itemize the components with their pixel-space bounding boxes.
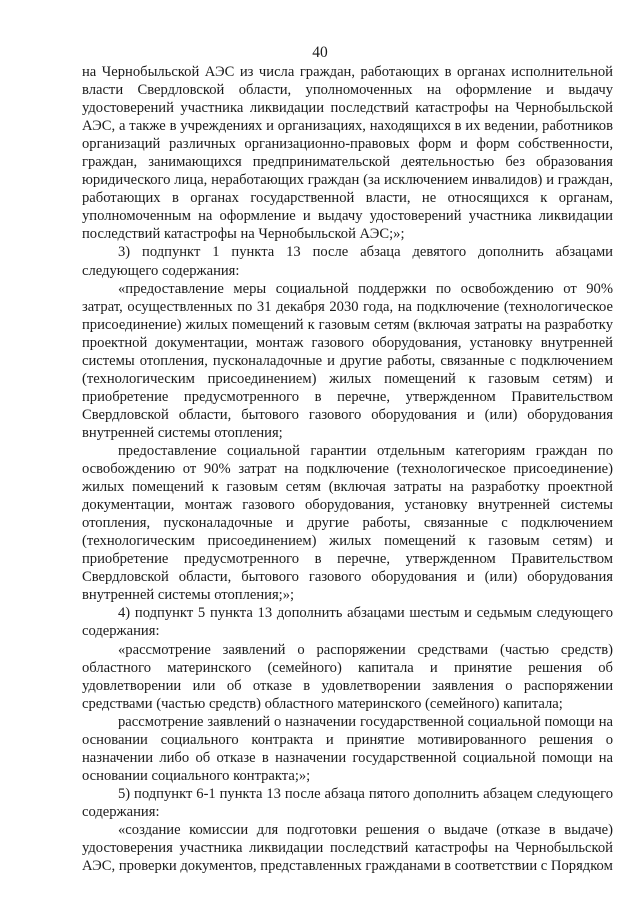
paragraph-quote-commission: «создание комиссии для подготовки решения о выдаче (отказе в выдаче) удостоверения участника ликвидации последствий катастрофы на Чернобыльской АЭС, проверки документов, представленных гражданами в соответствии с Порядком — [82, 821, 613, 875]
document-body — [82, 63, 613, 875]
paragraph-quote-gas-support: «предоставление меры социальной поддержки по освобождению от 90% затрат, осуществленных по 31 декабря 2030 года, на подключение (технологическое присоединение) жилых помещений к газовым сетям (включая затраты на разработку проектной документации, монтаж газового оборудования, установку внутренней системы отопления, пусконаладочные и другие работы, связанные с подключением (технологическим присоединением) жилых помещений к газовым сетям) и приобретение предусмотренного в перечне, утвержденном Правительством Свердловской области, бытового газового оборудования и (или) оборудования внутренней системы отопления; — [82, 280, 613, 441]
paragraph-continuation: на Чернобыльской АЭС из числа граждан, работающих в органах исполнительной власти Свердловской области, уполномоченных на оформление и выдачу удостоверений участника ликвидации последствий катастрофы на Чернобыльской АЭС, а также в учреждениях и организациях, находящихся в их ведении, работников организаций различных организационно-правовых форм и форм собственности, граждан, занимающихся предпринимательской деятельностью без образования юридического лица, неработающих граждан (за исключением инвалидов) и граждан, работающих в органах государственной власти, не относящихся к органам, уполномоченным на оформление и выдачу удостоверений участника ликвидации последствий катастрофы на Чернобыльской АЭС;»; — [82, 64, 613, 243]
paragraph-item-3: 3) подпункт 1 пункта 13 после абзаца девятого дополнить абзацами следующего содержания: — [82, 244, 613, 279]
paragraph-item-5: 5) подпункт 6-1 пункта 13 после абзаца пятого дополнить абзацем следующего содержания: — [82, 785, 613, 820]
paragraph-item-4: 4) подпункт 5 пункта 13 дополнить абзацами шестым и седьмым следующего содержания: — [82, 605, 613, 640]
paragraph-quote-maternity-capital: «рассмотрение заявлений о распоряжении средствами (частью средств) областного материнского (семейного) капитала и принятие решения об удовлетворении или об отказе в удовлетворении заявления о распоряжении средствами (частью средств) областного материнского (семейного) капитала; — [82, 641, 613, 712]
paragraph-social-contract: рассмотрение заявлений о назначении государственной социальной помощи на основании социального контракта и принятие мотивированного решения о назначении либо об отказе в назначении государственной социальной помощи на основании социального контракта;»; — [82, 713, 613, 784]
page-number: 40 — [312, 44, 328, 61]
paragraph-social-guarantee: предоставление социальной гарантии отдельным категориям граждан по освобождению от 90% затрат на подключение (технологическое присоединение) жилых помещений к газовым сетям (включая затраты на разработку проектной документации, монтаж газового оборудования, установку внутренней системы отопления, пусконаладочные и другие работы, связанные с подключением (технологическим присоединением) жилых помещений к газовым сетям) и приобретение предусмотренного в перечне, утвержденном Правительством Свердловской области, бытового газового оборудования и (или) оборудования внутренней системы отопления;»; — [82, 442, 613, 604]
